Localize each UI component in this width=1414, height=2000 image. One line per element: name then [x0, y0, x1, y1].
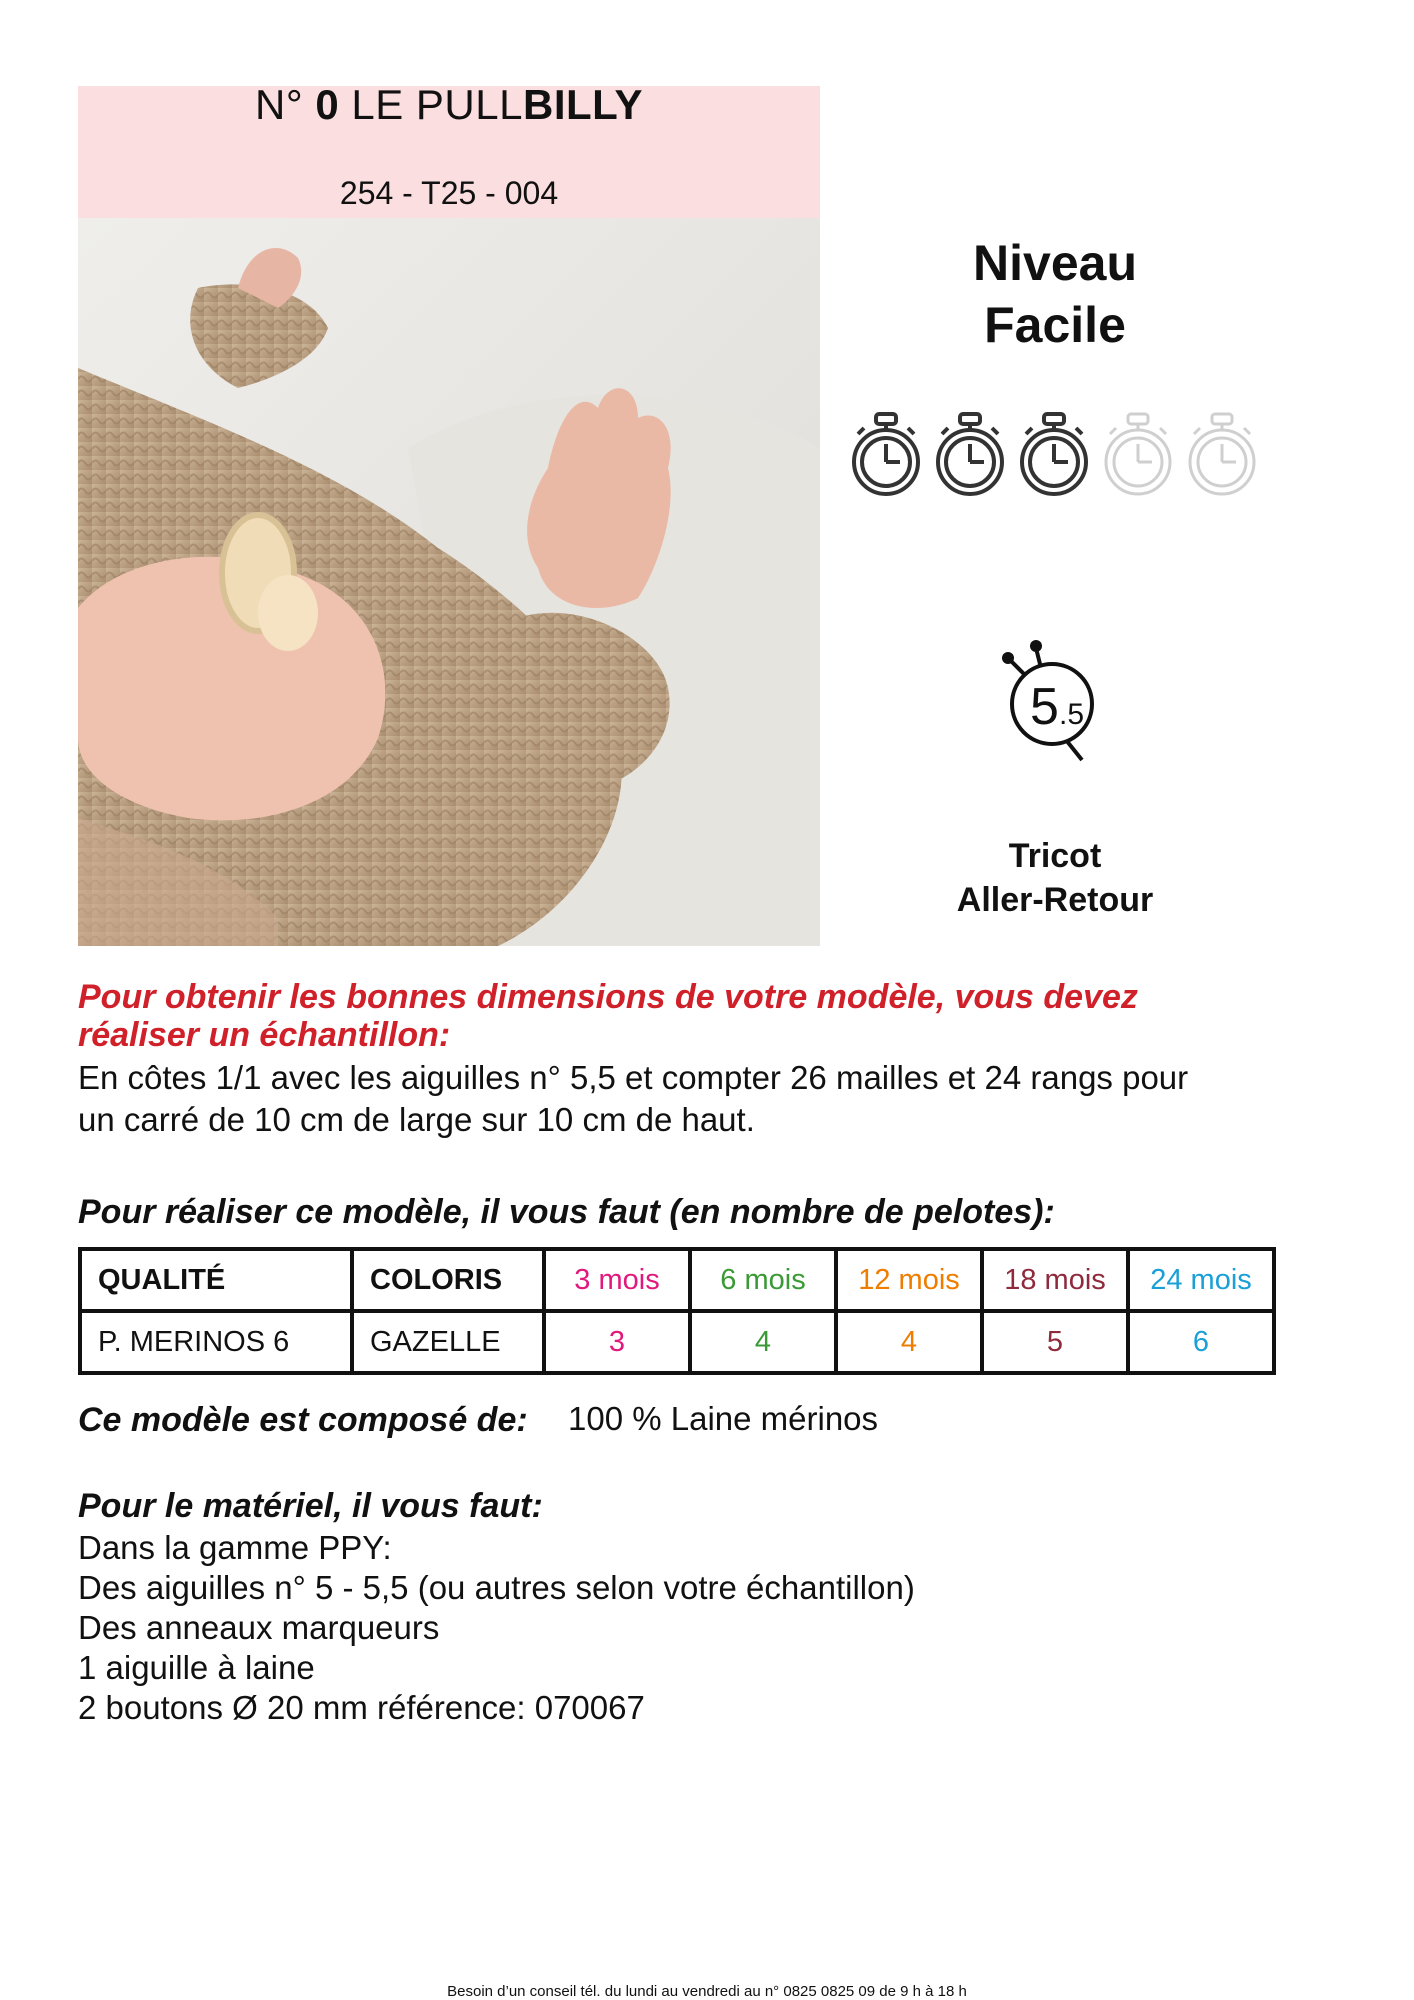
pattern-reference: 254 - T25 - 004 — [339, 175, 559, 211]
yarn-table — [78, 1247, 1276, 1375]
needle-size-decimal: .5 — [1059, 698, 1085, 731]
title-main: LE PULL — [351, 81, 523, 128]
header-size: 6 mois — [690, 1249, 836, 1311]
title-number: 0 — [315, 81, 340, 128]
header-size: 12 mois — [836, 1249, 982, 1311]
materials-list — [78, 1528, 915, 1728]
gauge-text-line2: un carré de 10 cm de large sur 10 cm de haut. — [78, 1101, 755, 1138]
title-bold: BILLY — [522, 81, 643, 128]
cell-color: GAZELLE — [352, 1311, 544, 1373]
needle-size-badge — [996, 636, 1102, 767]
gauge-heading — [78, 978, 1318, 1054]
stopwatch-icon — [848, 410, 924, 500]
technique — [900, 834, 1210, 922]
cell-count: 5 — [982, 1311, 1128, 1373]
stopwatch-icon-empty — [1100, 410, 1176, 500]
level-value: Facile — [984, 297, 1126, 353]
gauge-text — [78, 1057, 1188, 1141]
list-item: 1 aiguille à laine — [78, 1649, 315, 1686]
stopwatch-icon — [932, 410, 1008, 500]
table-header-row — [80, 1249, 1274, 1311]
cell-count: 3 — [544, 1311, 690, 1373]
gauge-heading-line2: réaliser un échantillon: — [78, 1016, 451, 1054]
gauge-heading-line1: Pour obtenir les bonnes dimensions de votre modèle, vous devez — [78, 978, 1138, 1016]
list-item: Dans la gamme PPY: — [78, 1529, 392, 1566]
stopwatch-icon — [1016, 410, 1092, 500]
table-row — [80, 1311, 1274, 1373]
cell-count: 4 — [690, 1311, 836, 1373]
difficulty-level — [900, 232, 1210, 356]
materials-heading: Pour le matériel, il vous faut: — [78, 1487, 543, 1525]
yarn-heading: Pour réaliser ce modèle, il vous faut (en nombre de pelotes): — [78, 1193, 1055, 1231]
composition-value: 100 % Laine mérinos — [568, 1400, 879, 1437]
technique-line1: Tricot — [1008, 837, 1102, 875]
title-prefix: N° — [255, 81, 304, 128]
header-size: 18 mois — [982, 1249, 1128, 1311]
technique-line2: Aller-Retour — [956, 881, 1154, 919]
footer-contact: Besoin d’un conseil tél. du lundi au vendredi au n° 0825 0825 09 de 9 h à 18 h — [447, 1983, 967, 2000]
pattern-title — [78, 80, 820, 130]
header-size: 24 mois — [1128, 1249, 1274, 1311]
composition-label: Ce modèle est composé de: — [78, 1401, 528, 1439]
gauge-text-line1: En côtes 1/1 avec les aiguilles n° 5,5 et compter 26 mailles et 24 rangs pour — [78, 1059, 1189, 1096]
header-color: COLORIS — [352, 1249, 544, 1311]
needle-size-main: 5 — [1030, 678, 1059, 736]
knitting-needles-icon — [996, 636, 1102, 762]
header-quality: QUALITÉ — [80, 1249, 352, 1311]
level-label: Niveau — [973, 235, 1137, 291]
list-item: Des aiguilles n° 5 - 5,5 (ou autres selon votre échantillon) — [78, 1569, 915, 1606]
cell-quality: P. MERINOS 6 — [80, 1311, 352, 1373]
list-item: 2 boutons Ø 20 mm référence: 070067 — [78, 1689, 645, 1726]
cell-count: 6 — [1128, 1311, 1274, 1373]
header-size: 3 mois — [544, 1249, 690, 1311]
list-item: Des anneaux marqueurs — [78, 1609, 440, 1646]
cell-count: 4 — [836, 1311, 982, 1373]
product-photo — [78, 218, 820, 946]
baby-sweater-illustration — [78, 218, 820, 946]
stopwatch-icon-empty — [1184, 410, 1260, 500]
